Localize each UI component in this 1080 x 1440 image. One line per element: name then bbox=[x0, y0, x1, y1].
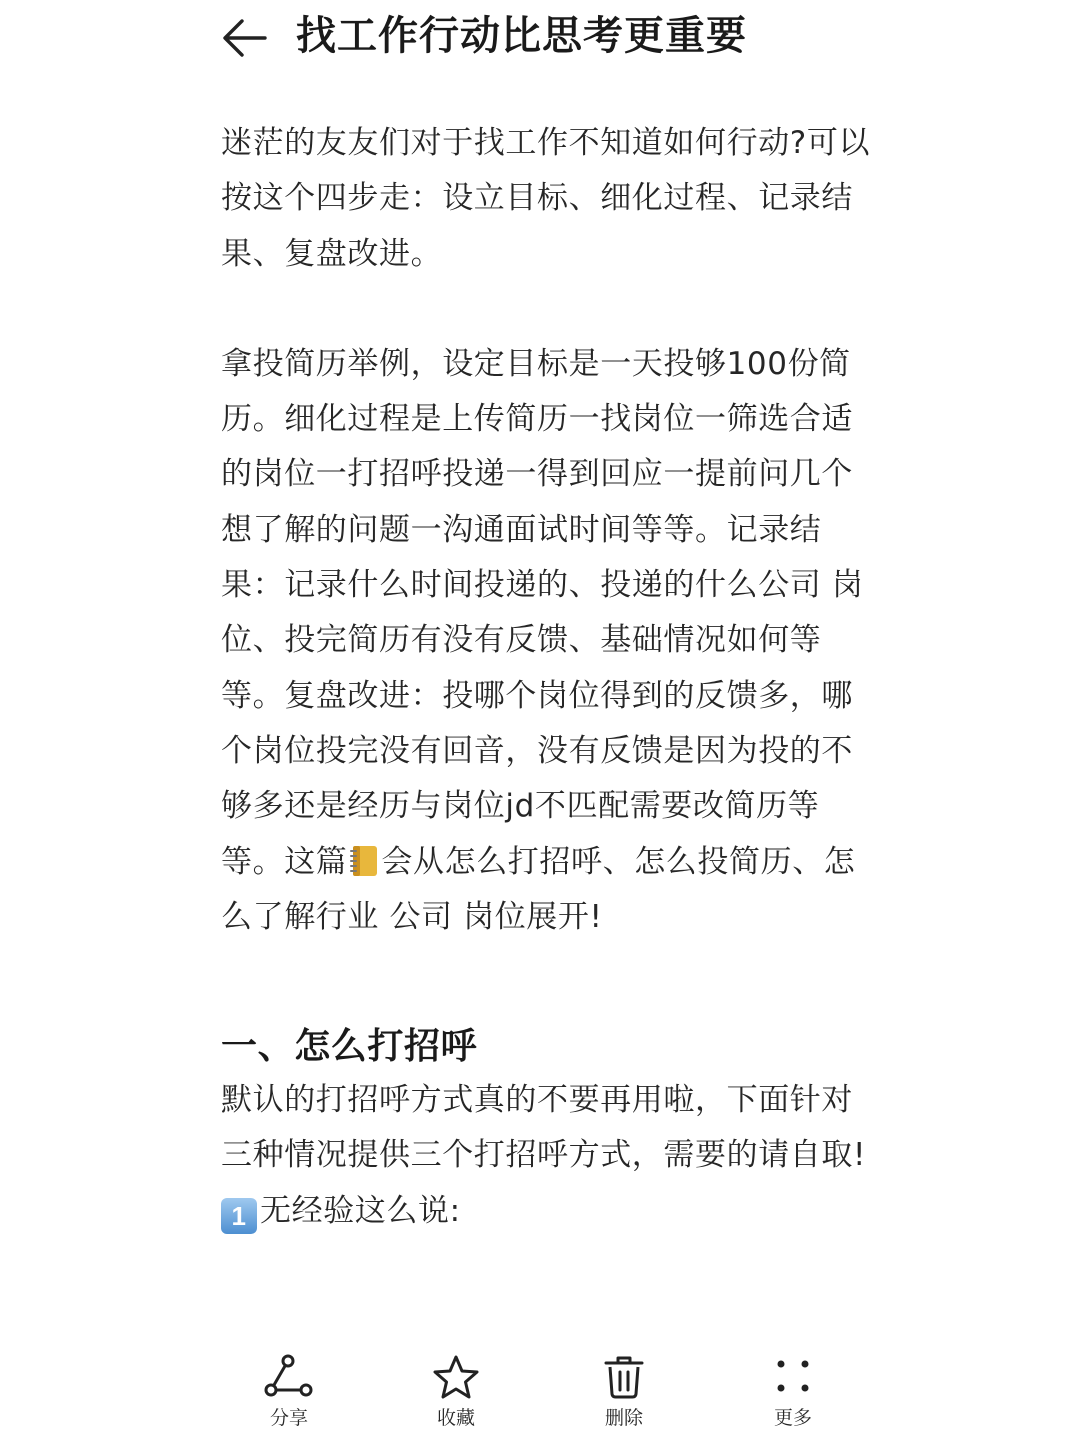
body-text: 拿投简历举例，设定目标是一天投够100份简历。细化过程是上传简历一找岗位一筛选合适的岗位一打招呼投递一得到回应一提前问几个想了解的问题一沟通面试时间等等。记录结果：记录什么时间投递的、投递的什么公司 岗位、投完简历有没有反馈、基础情况如何等等。复盘改进：投哪个岗位得到的反馈多，哪个岗位投完没有回音，没有反馈是因为投的不够多还是经历与岗位jd不匹配需要改简历等等。这篇 bbox=[221, 345, 864, 880]
share-button[interactable] bbox=[234, 1354, 344, 1440]
arrow-left-icon bbox=[218, 14, 270, 62]
favorite-label: 收藏 bbox=[436, 1407, 475, 1429]
keycap-one-icon: 1 bbox=[221, 1198, 257, 1234]
share-label: 分享 bbox=[269, 1407, 308, 1429]
list-item-text: 无经验这么说: bbox=[260, 1192, 461, 1229]
page-title: 找工作行动比思考更重要 bbox=[296, 13, 747, 59]
delete-label: 删除 bbox=[604, 1407, 643, 1429]
body-paragraph bbox=[221, 337, 871, 945]
trash-icon bbox=[601, 1354, 647, 1400]
more-dots-icon bbox=[770, 1354, 816, 1400]
more-button[interactable] bbox=[738, 1354, 848, 1440]
notebook-icon bbox=[349, 844, 379, 878]
favorite-button[interactable] bbox=[401, 1354, 511, 1440]
paragraph-spacer bbox=[221, 282, 871, 337]
more-label: 更多 bbox=[773, 1407, 812, 1429]
delete-button[interactable] bbox=[569, 1354, 679, 1440]
section-paragraph: 默认的打招呼方式真的不要再用啦，下面针对三种情况提供三个打招呼方式，需要的请自取! bbox=[221, 1082, 867, 1174]
intro-paragraph: 迷茫的友友们对于找工作不知道如何行动?可以按这个四步走：设立目标、细化过程、记录结果、复盘改进。 bbox=[221, 125, 871, 272]
bottom-action-bar bbox=[0, 1340, 1080, 1440]
section-heading: 一、怎么打招呼 bbox=[221, 1026, 478, 1068]
article-content bbox=[221, 116, 871, 1239]
star-icon bbox=[431, 1354, 481, 1400]
back-button[interactable] bbox=[218, 14, 270, 62]
list-item bbox=[221, 1184, 871, 1239]
body-text-continued: 会从怎么打招呼、怎么投简历、怎么了解行业 公司 岗位展开! bbox=[221, 843, 856, 935]
share-icon bbox=[263, 1354, 315, 1400]
section-spacer bbox=[221, 945, 871, 1021]
top-bar bbox=[0, 0, 1080, 80]
